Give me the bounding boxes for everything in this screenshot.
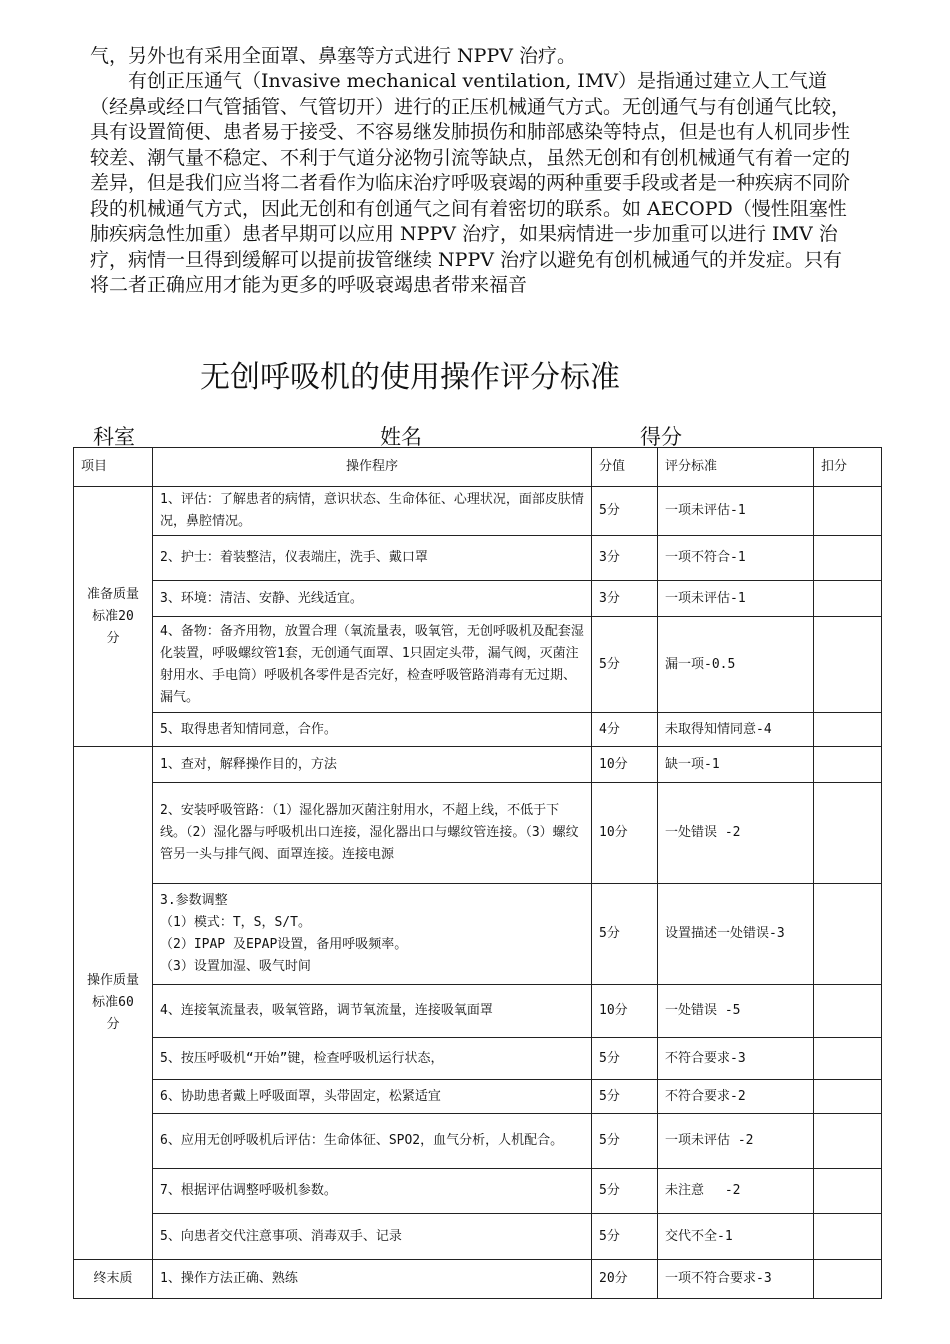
standard-cell: 未取得知情同意-4 [658, 713, 814, 747]
intro-paragraph-1-text: 气，另外也有采用全面罩、鼻塞等方式进行 NPPV 治疗。 [90, 45, 576, 67]
step-cell: 6、应用无创呼吸机后评估：生命体征、SPO2，血气分析，人机配合。 [153, 1114, 592, 1169]
standard-cell: 未注意 -2 [658, 1169, 814, 1214]
table-row [74, 747, 882, 783]
standard-cell: 漏一项-0.5 [658, 617, 814, 713]
step-cell: 3、环境：清洁、安静、光线适宜。 [153, 581, 592, 617]
table-row [74, 1038, 882, 1080]
standard-cell: 一处错误 -5 [658, 985, 814, 1038]
header-score: 分值 [592, 448, 658, 487]
deduction-cell[interactable] [814, 1038, 882, 1080]
category-cell [74, 747, 153, 1260]
step-line: （2）IPAP 及EPAP设置，备用呼吸频率。 [160, 937, 408, 952]
table-row [74, 617, 882, 713]
table-row [74, 884, 882, 985]
header-deduction: 扣分 [814, 448, 882, 487]
step-cell: 4、连接氧流量表，吸氧管路，调节氧流量，连接吸氧面罩 [153, 985, 592, 1038]
deduction-cell[interactable] [814, 1169, 882, 1214]
intro-paragraph-2 [90, 69, 860, 299]
score-cell: 3分 [592, 536, 658, 581]
category-cell [74, 487, 153, 747]
standard-cell: 一处错误 -2 [658, 783, 814, 884]
step-line: （1）模式：T，S，S/T。 [160, 915, 311, 930]
step-line: （3）设置加湿、吸气时间 [160, 959, 311, 974]
table-row [74, 713, 882, 747]
score-cell: 10分 [592, 985, 658, 1038]
header-standard: 评分标准 [658, 448, 814, 487]
step-cell: 1、查对，解释操作目的，方法 [153, 747, 592, 783]
deduction-cell[interactable] [814, 884, 882, 985]
step-cell: 6、协助患者戴上呼吸面罩，头带固定，松紧适宜 [153, 1080, 592, 1114]
score-cell: 5分 [592, 1080, 658, 1114]
step-cell [153, 884, 592, 985]
step-cell: 1、评估：了解患者的病情，意识状态、生命体征、心理状况，面部皮肤情况，鼻腔情况。 [153, 487, 592, 536]
score-cell: 5分 [592, 1038, 658, 1080]
table-row [74, 1260, 882, 1299]
deduction-cell[interactable] [814, 1214, 882, 1260]
intro-paragraph-1 [90, 44, 860, 70]
table-row [74, 1080, 882, 1114]
score-cell: 3分 [592, 581, 658, 617]
step-cell: 5、按压呼吸机“开始”键，检查呼吸机运行状态， [153, 1038, 592, 1080]
deduction-cell[interactable] [814, 985, 882, 1038]
intro-paragraph-2-text: 有创正压通气（Invasive mechanical ventilation, IMV）是指通过建立人工气道（经鼻或经口气管插管、气管切开）进行的正压机械通气方式。无创通气与有创通气比较，具有设置简便、患者易于接受、不容易继发肺损伤和肺部感染等特点，但是也有人机同步性较差、潮气量不稳定、不利于气道分泌物引流等缺点，虽然无创和有创机械通气有着一定的差异，但是我们应当将二者看作为临床治疗呼吸衰竭的两种重要手段或者是一种疾病不同阶段的机械通气方式，因此无创和有创通气之间有着密切的联系。如 AECOPD（慢性阻塞性肺疾病急性加重）患者早期可以应用 NPPV 治疗，如果病情进一步加重可以进行 IMV 治疗，病情一旦得到缓解可以提前拔管继续 NPPV 治疗以避免有创机械通气的并发症。只有将二者正确应用才能为更多的呼吸衰竭患者带来福音 [90, 70, 851, 296]
step-cell: 2、安装呼吸管路：（1）湿化器加灭菌注射用水，不超上线，不低于下线。（2）湿化器与呼吸机出口连接，湿化器出口与螺纹管连接。（3）螺纹管另一头与排气阀、面罩连接。连接电源 [153, 783, 592, 884]
header-project: 项目 [74, 448, 153, 487]
score-cell: 5分 [592, 617, 658, 713]
standard-cell: 不符合要求-2 [658, 1080, 814, 1114]
table-row [74, 536, 882, 581]
standard-cell: 一项未评估 -2 [658, 1114, 814, 1169]
step-cell: 2、护士：着装整洁，仪表端庄，洗手、戴口罩 [153, 536, 592, 581]
category-cell: 终末质 [74, 1260, 153, 1299]
table-row [74, 985, 882, 1038]
score-cell: 5分 [592, 884, 658, 985]
score-cell: 10分 [592, 783, 658, 884]
standard-cell: 设置描述一处错误-3 [658, 884, 814, 985]
step-cell: 5、取得患者知情同意，合作。 [153, 713, 592, 747]
deduction-cell[interactable] [814, 581, 882, 617]
deduction-cell[interactable] [814, 536, 882, 581]
deduction-cell[interactable] [814, 1080, 882, 1114]
standard-cell: 缺一项-1 [658, 747, 814, 783]
score-cell: 10分 [592, 747, 658, 783]
standard-cell: 一项未评估-1 [658, 487, 814, 536]
standard-cell: 一项不符合要求-3 [658, 1260, 814, 1299]
header-procedure: 操作程序 [153, 448, 592, 487]
scoring-table [73, 447, 882, 1299]
step-cell: 1、操作方法正确、熟练 [153, 1260, 592, 1299]
step-line: 3.参数调整 [160, 893, 228, 908]
table-row [74, 1214, 882, 1260]
score-label: 得分 [640, 425, 682, 449]
category-label: 准备质量标准20分 [87, 586, 140, 646]
score-cell: 5分 [592, 1114, 658, 1169]
table-row [74, 487, 882, 536]
table-header-row [74, 448, 882, 487]
deduction-cell[interactable] [814, 487, 882, 536]
score-cell: 20分 [592, 1260, 658, 1299]
standard-cell: 一项不符合-1 [658, 536, 814, 581]
table-row [74, 1114, 882, 1169]
standard-cell: 不符合要求-3 [658, 1038, 814, 1080]
dept-label: 科室 [93, 425, 135, 449]
name-label: 姓名 [380, 425, 422, 449]
score-cell: 5分 [592, 1214, 658, 1260]
table-row [74, 581, 882, 617]
deduction-cell[interactable] [814, 747, 882, 783]
step-cell: 5、向患者交代注意事项、消毒双手、记录 [153, 1214, 592, 1260]
deduction-cell[interactable] [814, 1260, 882, 1299]
score-cell: 5分 [592, 1169, 658, 1214]
deduction-cell[interactable] [814, 783, 882, 884]
deduction-cell[interactable] [814, 1114, 882, 1169]
standard-cell: 一项未评估-1 [658, 581, 814, 617]
score-cell: 5分 [592, 487, 658, 536]
deduction-cell[interactable] [814, 617, 882, 713]
table-row [74, 783, 882, 884]
category-label: 操作质量标准60分 [87, 973, 140, 1032]
score-cell: 4分 [592, 713, 658, 747]
page-title: 无创呼吸机的使用操作评分标准 [200, 360, 620, 395]
standard-cell: 交代不全-1 [658, 1214, 814, 1260]
deduction-cell[interactable] [814, 713, 882, 747]
table-row [74, 1169, 882, 1214]
step-cell: 4、备物：备齐用物，放置合理（氧流量表，吸氧管，无创呼吸机及配套湿化装置，呼吸螺纹管1套，无创通气面罩、1只固定头带，漏气阀，灭菌注射用水、手电筒）呼吸机各零件是否完好，检查呼吸管路消毒有无过期、漏气。 [153, 617, 592, 713]
step-cell: 7、根据评估调整呼吸机参数。 [153, 1169, 592, 1214]
